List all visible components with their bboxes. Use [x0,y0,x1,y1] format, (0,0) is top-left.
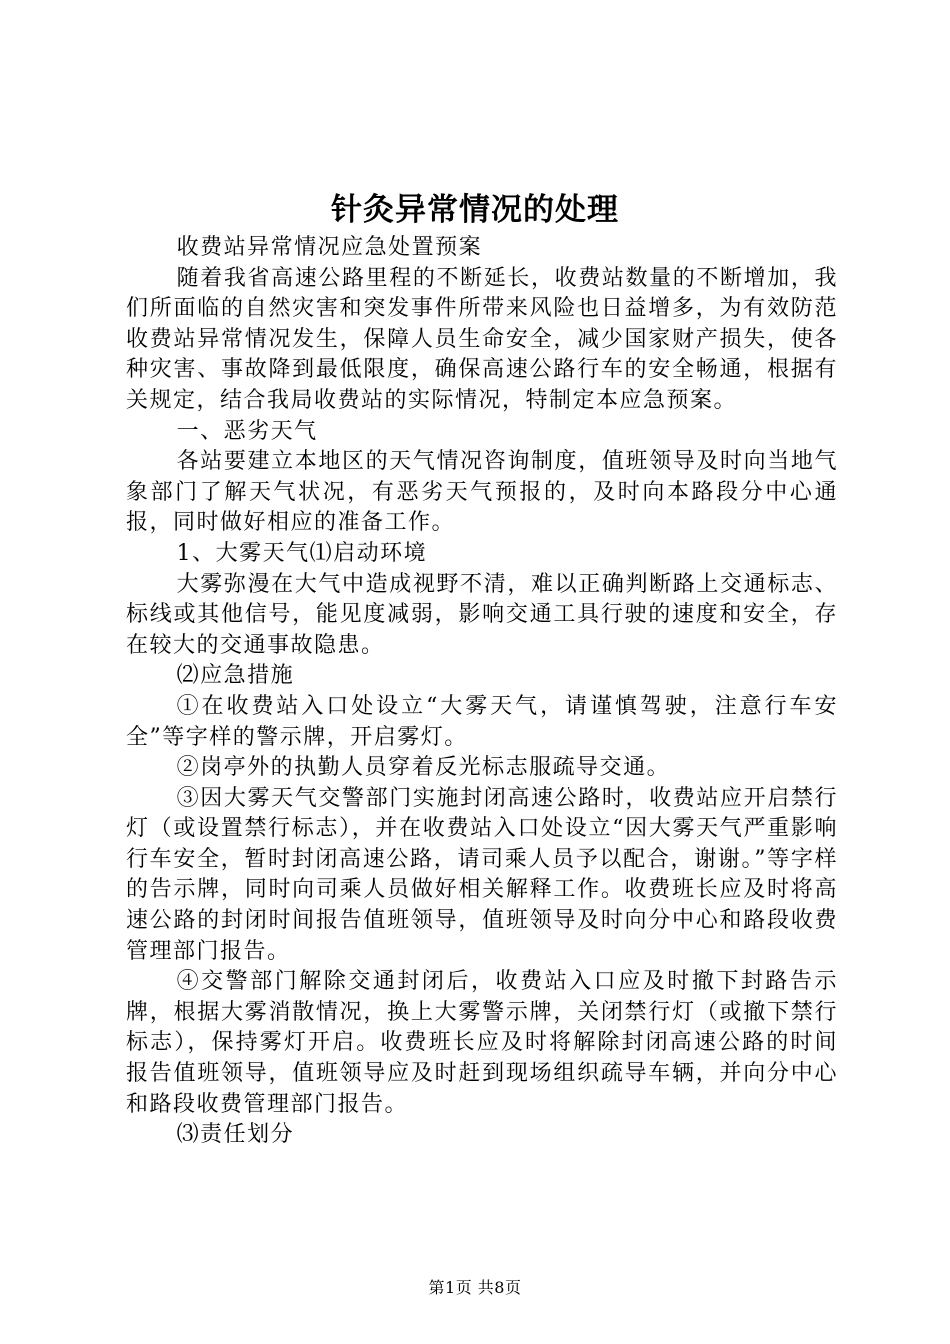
paragraph: 随着我省高速公路里程的不断延长，收费站数量的不断增加，我们所面临的自然灾害和突发事件所带来风险也日益增多，为有效防范收费站异常情况发生，保障人员生命安全，减少国家财产损失，使各种灾害、事故降到最低限度，确保高速公路行车的安全畅通，根据有关规定，结合我局收费站的实际情况，特制定本应急预案。 [126,265,838,413]
paragraph: 收费站异常情况应急处置预案 [176,235,483,260]
list-item: ④交警部门解除交通封闭后，收费站入口应及时撤下封路告示牌，根据大雾消散情况，换上大雾警示牌，关闭禁行灯（或撤下禁行标志），保持雾灯开启。收费班长应及时将解除封闭高速公路的时间报告值班领导，值班领导应及时赶到现场组织疏导车辆，并向分中心和路段收费管理部门报告。 [126,969,838,1117]
paragraph: 大雾弥漫在大气中造成视野不清，难以正确判断路上交通标志、标线或其他信号，能见度减弱，影响交通工具行驶的速度和安全，存在较大的交通事故隐患。 [126,571,838,658]
subsection-heading: ⑵应急措施 [176,663,295,689]
list-item: ①在收费站入口处设立“大雾天气，请谨慎驾驶，注意行车安全”等字样的警示牌，开启雾灯。 [126,693,838,750]
page-number: 第1页 共8页 [428,1278,522,1297]
document-title: 针灸异常情况的处理 [331,192,619,228]
subsection-heading: 1、大雾天气⑴启动环境 [176,540,428,566]
list-item: ③因大雾天气交警部门实施封闭高速公路时，收费站应开启禁行灯（或设置禁行标志），并在收费站入口处设立“因大雾天气严重影响行车安全，暂时封闭高速公路，请司乘人员予以配合，谢谢。”等字样的告示牌，同时向司乘人员做好相关解释工作。收费班长应及时将高速公路的封闭时间报告值班领导，值班领导及时向分中心和路段收费管理部门报告。 [126,785,838,964]
document-body [126,233,838,1151]
subsection-heading: ⑶责任划分 [176,1122,295,1148]
paragraph: 各站要建立本地区的天气情况咨询制度，值班领导及时向当地气象部门了解天气状况，有恶劣天气预报的，及时向本路段分中心通报，同时做好相应的准备工作。 [126,449,838,536]
list-item: ②岗亭外的执勤人员穿着反光标志服疏导交通。 [176,755,671,781]
section-heading: 一、恶劣天气 [176,418,318,444]
